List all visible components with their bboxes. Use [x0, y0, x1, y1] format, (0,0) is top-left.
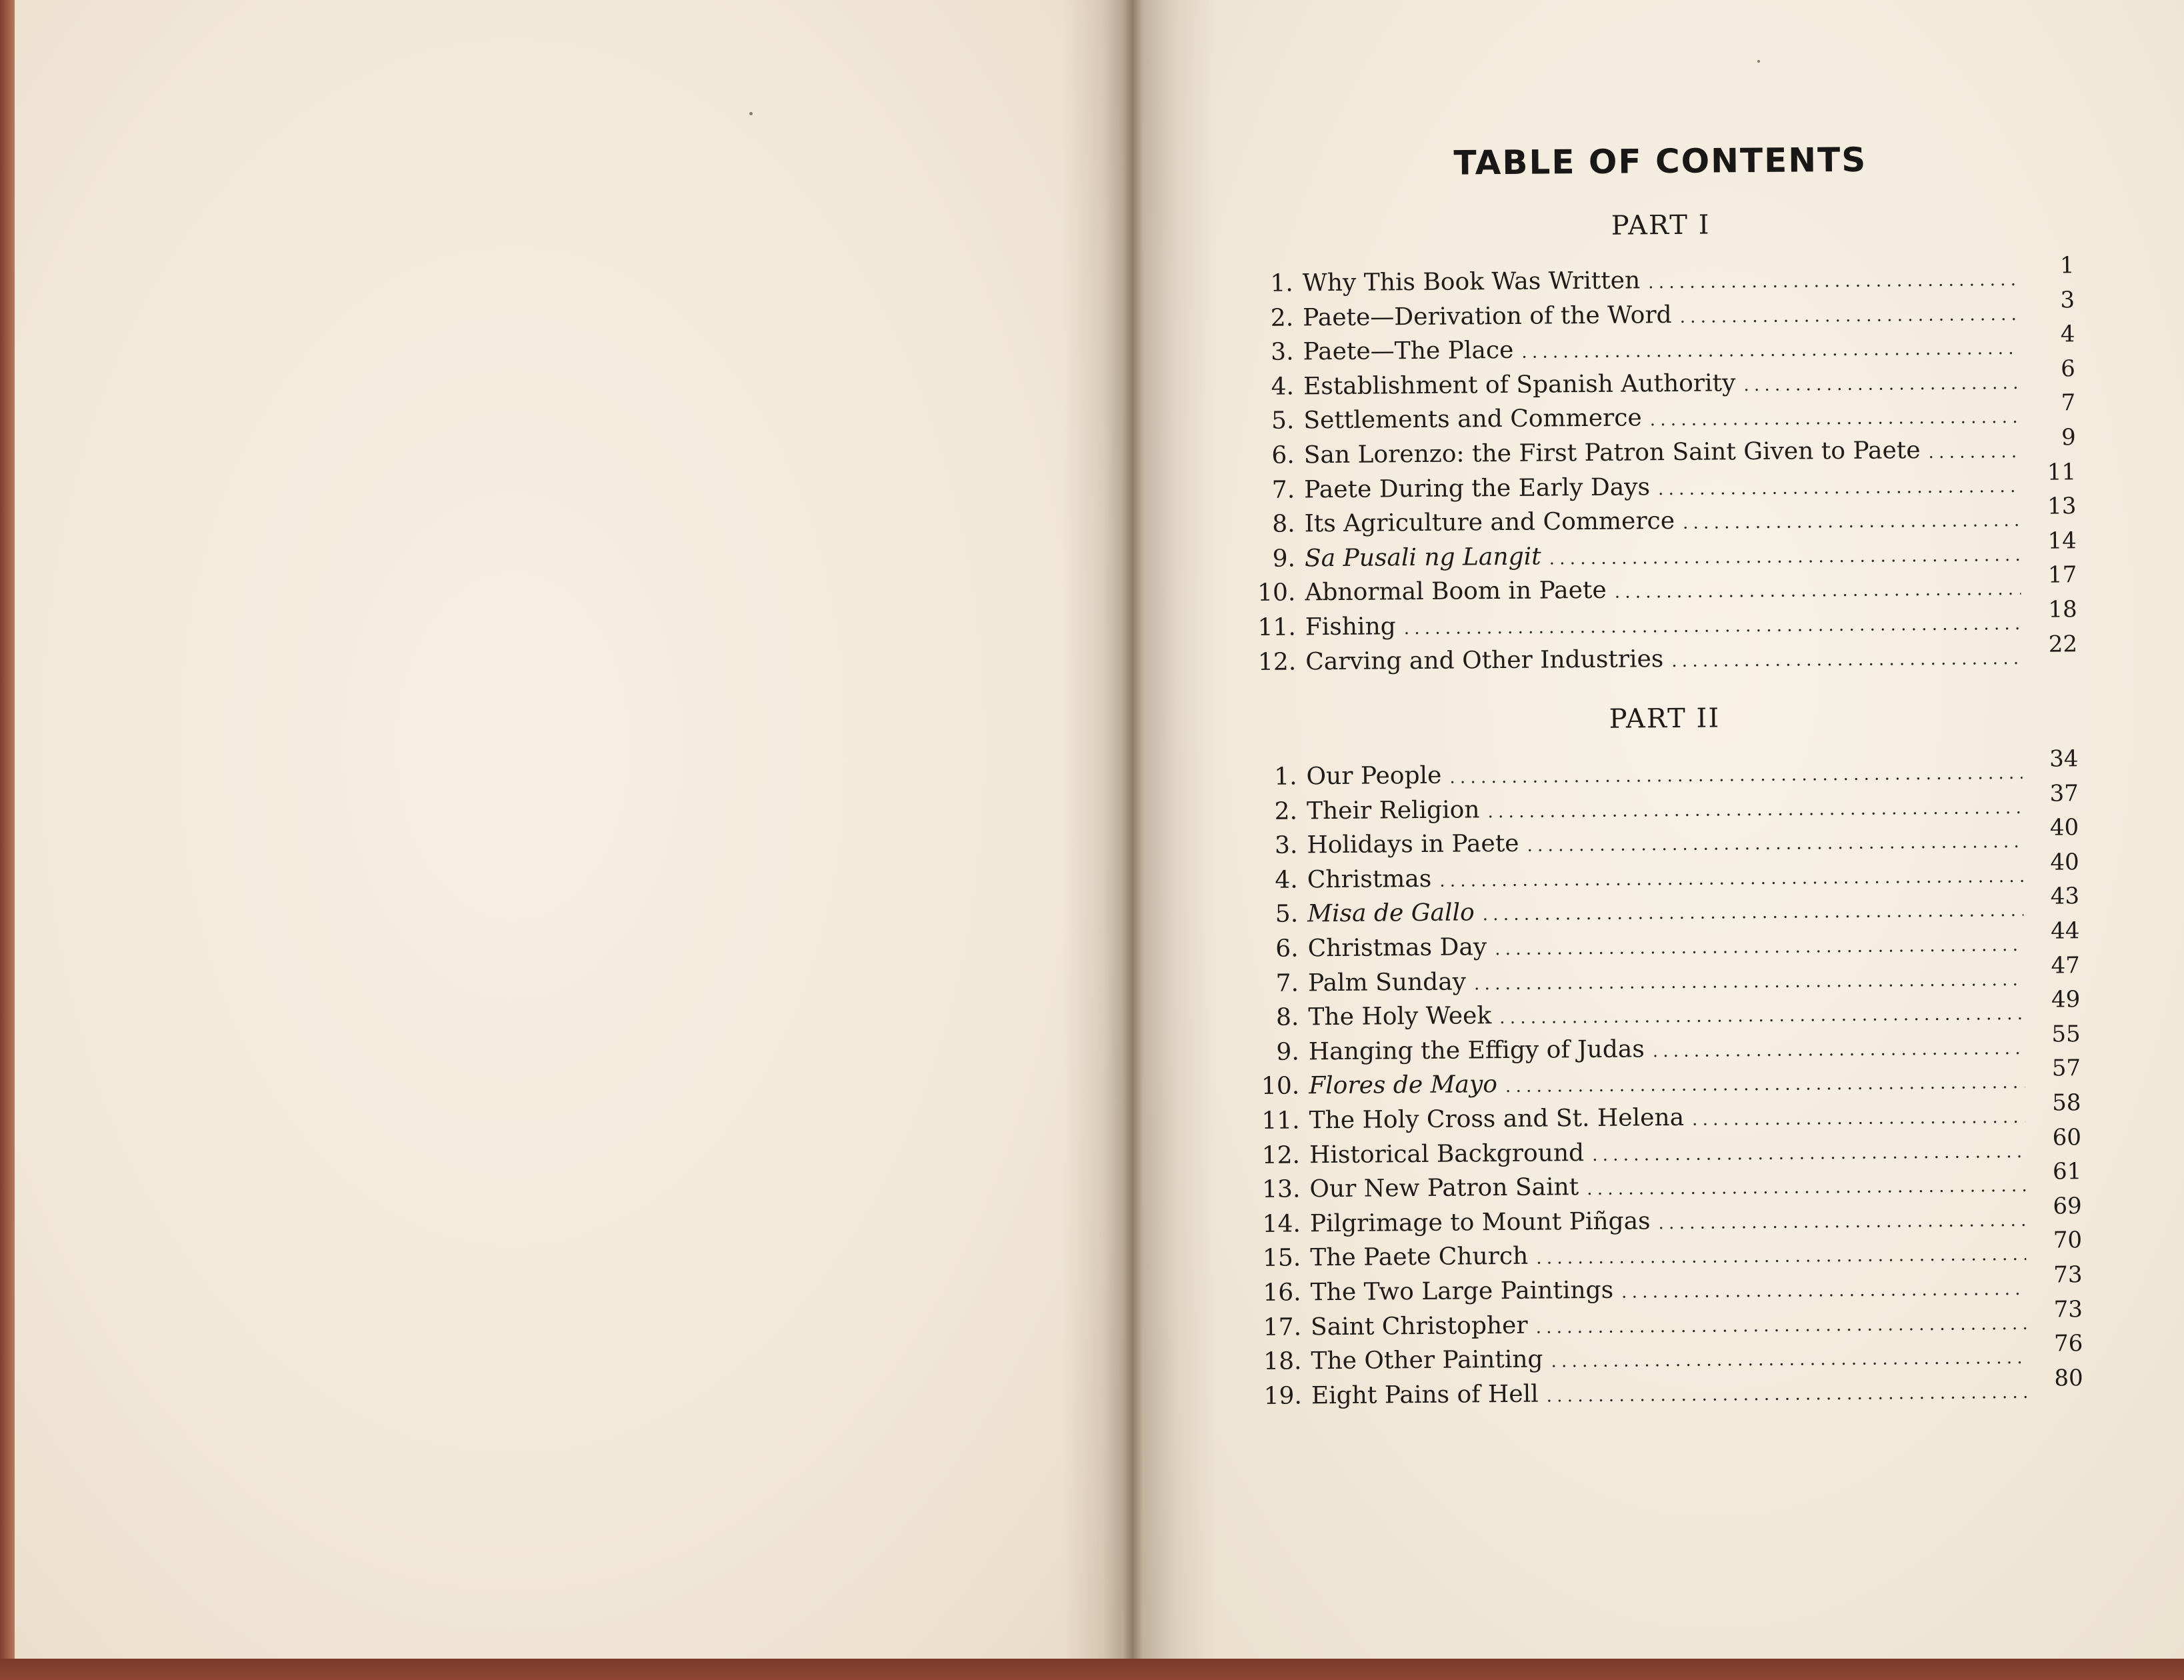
toc-entry [1256, 1295, 2083, 1345]
toc-entry [1249, 424, 2076, 473]
toc-dot-leader [1671, 641, 2021, 679]
toc-dot-leader [1495, 929, 2024, 967]
toc-entry [1253, 849, 2079, 897]
toc-entry-page-number: 61 [2052, 1158, 2082, 1185]
book-gutter [1121, 0, 1144, 1659]
part-one-entries [1248, 252, 2078, 679]
toc-entry-title: Flores de Mayo [1309, 1071, 1498, 1100]
part-one-heading: PART I [1611, 209, 1711, 241]
toc-entry-number: 13. [1262, 1175, 1301, 1203]
toc-entry-number: 16. [1263, 1279, 1301, 1307]
toc-entry [1253, 951, 2080, 1001]
toc-entry-title: Their Religion [1306, 795, 1480, 825]
toc-entry-number: 3. [1271, 338, 1294, 366]
toc-dot-leader [1692, 1101, 2025, 1138]
toc-dot-leader [1621, 1273, 2027, 1310]
toc-entry-title: The Holy Cross and St. Helena [1309, 1103, 1685, 1135]
toc-entry-title: The Holy Week [1308, 1002, 1492, 1031]
toc-entry-page-number: 47 [2051, 951, 2080, 979]
toc-dot-leader [1658, 1204, 2026, 1241]
toc-entry-page-number: 57 [2051, 1055, 2081, 1082]
toc-entry-number: 17. [1263, 1313, 1302, 1341]
toc-entry [1257, 1364, 2083, 1413]
toc-entry-page-number: 40 [2050, 849, 2079, 876]
toc-entry-title: Its Agriculture and Commerce [1304, 507, 1675, 538]
toc-entry [1254, 1020, 2081, 1069]
paper-speck [749, 112, 753, 115]
toc-dot-leader [1499, 997, 2025, 1036]
toc-dot-leader [1615, 573, 2021, 610]
toc-entry [1249, 458, 2077, 507]
toc-dot-leader [1551, 1341, 2027, 1379]
toc-entry-number: 4. [1271, 373, 1295, 401]
toc-dot-leader [1521, 332, 2019, 370]
toc-entry-title: The Two Large Paintings [1310, 1276, 1614, 1307]
toc-dot-leader [1487, 791, 2023, 829]
toc-entry [1256, 1330, 2083, 1379]
toc-entry-number: 19. [1263, 1382, 1303, 1410]
toc-entry-title: Why This Book Was Written [1302, 267, 1641, 297]
toc-dot-leader [1549, 539, 2021, 577]
toc-entry-title: Holidays in Paete [1307, 830, 1519, 859]
toc-entry-number: 5. [1271, 407, 1295, 435]
toc-entry-number: 3. [1274, 831, 1298, 859]
toc-entry-number: 12. [1257, 647, 1297, 676]
toc-entry-page-number: 14 [2047, 527, 2077, 555]
toc-entry [1255, 1123, 2082, 1173]
toc-entry-number: 6. [1275, 935, 1299, 963]
toc-entry [1252, 779, 2079, 829]
toc-entry-number: 11. [1257, 613, 1296, 641]
toc-entry-page-number: 43 [2050, 883, 2080, 910]
toc-entry-number: 2. [1270, 304, 1294, 332]
toc-entry-page-number: 70 [2053, 1227, 2083, 1254]
toc-entry [1248, 252, 2075, 301]
toc-entry-page-number: 17 [2047, 561, 2077, 589]
toc-entry-page-number: 6 [2061, 355, 2075, 383]
toc-entry [1253, 917, 2080, 966]
toc-entry-number: 1. [1270, 269, 1293, 297]
toc-entry-number: 14. [1262, 1210, 1301, 1238]
toc-entry-number: 8. [1272, 510, 1295, 538]
toc-dot-leader [1650, 401, 2020, 438]
toc-entry-number: 9. [1276, 1038, 1299, 1066]
toc-dot-leader [1679, 298, 2019, 335]
toc-dot-leader [1527, 825, 2023, 863]
toc-entry-number: 10. [1261, 1072, 1300, 1101]
toc-entry-title: Historical Background [1309, 1139, 1585, 1169]
toc-entry-title: Fishing [1305, 613, 1396, 641]
toc-entry-title: Pilgrimage to Mount Piñgas [1309, 1207, 1651, 1238]
toc-entry-page-number: 3 [2060, 286, 2075, 314]
toc-entry [1251, 630, 2078, 679]
toc-dot-leader [1449, 757, 2023, 795]
toc-entry [1254, 1055, 2081, 1104]
toc-entry-title: The Other Painting [1311, 1345, 1543, 1375]
toc-entry-page-number: 11 [2047, 458, 2077, 486]
toc-entry-title: Eight Pains of Hell [1311, 1380, 1539, 1409]
toc-entry-title: Paete During the Early Days [1304, 473, 1651, 503]
toc-entry-number: 7. [1271, 476, 1295, 504]
toc-entry-page-number: 37 [2049, 779, 2079, 807]
toc-entry-page-number: 69 [2053, 1192, 2082, 1220]
toc-entry-number: 10. [1257, 579, 1296, 607]
toc-entry [1248, 286, 2075, 335]
toc-entry [1254, 1089, 2081, 1138]
toc-entry-page-number: 80 [2054, 1364, 2083, 1392]
toc-entry-page-number: 13 [2047, 493, 2077, 520]
toc-entry-title: Settlements and Commerce [1303, 404, 1642, 435]
toc-entry [1250, 527, 2077, 576]
toc-entry-number: 18. [1263, 1347, 1302, 1375]
toc-entry-number: 5. [1275, 900, 1299, 929]
toc-entry-page-number: 44 [2051, 917, 2080, 945]
part-two-entries [1251, 745, 2083, 1413]
toc-heading: TABLE OF CONTENTS [1453, 140, 1867, 183]
toc-entry-number: 1. [1274, 763, 1297, 791]
toc-entry-title: Christmas [1307, 865, 1432, 894]
toc-entry-title: Carving and Other Industries [1305, 645, 1664, 675]
toc-entry-page-number: 22 [2048, 630, 2078, 658]
toc-entry-page-number: 1 [2059, 252, 2075, 279]
part-two-heading: PART II [1609, 703, 1721, 735]
toc-entry-page-number: 60 [2052, 1123, 2082, 1151]
toc-entry-title: Paete—The Place [1303, 337, 1514, 366]
toc-dot-leader [1683, 504, 2021, 541]
toc-dot-leader [1658, 469, 2021, 507]
book-cover-edge [0, 0, 15, 1680]
toc-entry-number: 15. [1262, 1244, 1301, 1273]
toc-entry-title: Paete—Derivation of the Word [1303, 301, 1672, 331]
toc-dot-leader [1439, 860, 2023, 899]
toc-entry-number: 4. [1275, 866, 1298, 894]
book-cover-bottom-edge [0, 1659, 2184, 1680]
toc-entry-title: Our New Patron Saint [1309, 1173, 1579, 1203]
toc-entry-page-number: 73 [2053, 1295, 2083, 1323]
toc-entry [1250, 561, 2077, 611]
toc-entry-title: Palm Sunday [1307, 968, 1467, 997]
toc-entry-title: Sa Pusali ng Langit [1304, 543, 1541, 573]
toc-entry [1251, 745, 2079, 794]
toc-entry-page-number: 34 [2049, 745, 2079, 773]
toc-entry [1249, 389, 2076, 439]
toc-dot-leader [1592, 1135, 2025, 1173]
toc-entry-number: 7. [1275, 969, 1299, 997]
toc-entry-page-number: 40 [2049, 814, 2079, 841]
toc-entry-title: Our People [1306, 761, 1442, 791]
toc-dot-leader [1648, 263, 2019, 301]
toc-entry-number: 8. [1275, 1003, 1299, 1031]
toc-entry [1255, 1158, 2082, 1207]
toc-entry-page-number: 49 [2051, 986, 2081, 1013]
toc-dot-leader [1928, 435, 2020, 471]
toc-entry-page-number: 7 [2061, 389, 2076, 417]
toc-entry [1253, 883, 2080, 932]
toc-entry [1253, 986, 2081, 1035]
toc-entry-title: Christmas Day [1307, 933, 1487, 963]
toc-entry-title: Abnormal Boom in Paete [1305, 577, 1607, 607]
toc-entry-number: 9. [1272, 545, 1296, 573]
toc-entry-number: 12. [1261, 1141, 1301, 1169]
toc-entry-page-number: 76 [2053, 1330, 2083, 1357]
toc-dot-leader [1535, 1307, 2027, 1345]
toc-entry-page-number: 73 [2053, 1261, 2083, 1289]
left-page-blank [15, 0, 1121, 1659]
toc-entry [1252, 814, 2079, 863]
toc-entry-page-number: 9 [2061, 424, 2076, 451]
toc-entry-title: The Paete Church [1310, 1243, 1529, 1272]
toc-entry-number: 11. [1261, 1107, 1300, 1135]
toc-entry [1255, 1192, 2082, 1241]
toc-entry [1255, 1227, 2083, 1276]
toc-entry-title: San Lorenzo: the First Patron Saint Given to Paete [1303, 437, 1921, 469]
paper-speck [1757, 60, 1760, 63]
toc-entry-title: Hanging the Effigy of Judas [1308, 1035, 1645, 1066]
toc-dot-leader [1404, 607, 2021, 647]
toc-entry [1249, 355, 2075, 404]
toc-dot-leader [1483, 894, 2024, 933]
toc-entry-title: Saint Christopher [1310, 1311, 1528, 1341]
toc-dot-leader [1536, 1238, 2026, 1276]
toc-entry-page-number: 55 [2051, 1020, 2081, 1048]
toc-entry-number: 2. [1274, 797, 1298, 825]
toc-entry-page-number: 18 [2048, 596, 2077, 623]
toc-dot-leader [1653, 1032, 2025, 1069]
toc-entry [1248, 321, 2075, 369]
toc-dot-leader [1587, 1169, 2026, 1207]
toc-dot-leader [1743, 367, 2019, 403]
toc-entry-title: Establishment of Spanish Authority [1303, 369, 1736, 401]
toc-dot-leader [1474, 963, 2024, 1001]
toc-dot-leader [1505, 1066, 2025, 1105]
toc-entry [1251, 596, 2077, 645]
toc-entry-number: 6. [1271, 441, 1295, 469]
toc-dot-leader [1546, 1376, 2027, 1414]
toc-entry-page-number: 58 [2052, 1089, 2081, 1117]
toc-entry [1255, 1261, 2083, 1310]
toc-entry-page-number: 4 [2060, 321, 2075, 348]
toc-entry-title: Misa de Gallo [1307, 899, 1475, 928]
